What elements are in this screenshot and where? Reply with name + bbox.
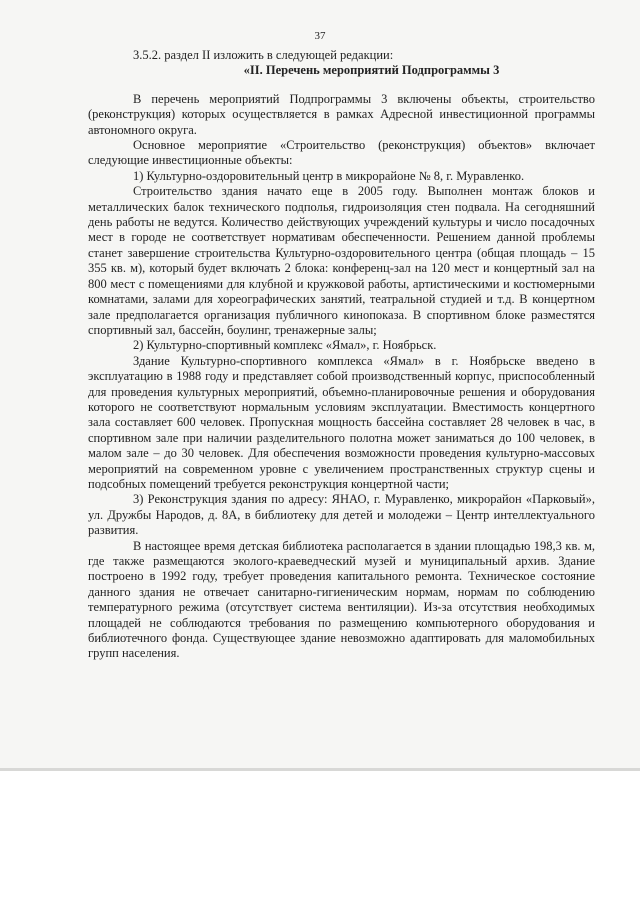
section-reference: 3.5.2. раздел II изложить в следующей редакции: — [133, 48, 394, 62]
section-heading: «II. Перечень мероприятий Подпрограммы 3 — [243, 63, 500, 78]
list-item-object-1: 1) Культурно-оздоровительный центр в микрорайоне № 8, г. Муравленко. — [133, 168, 525, 183]
paragraph-object-3-description: В настоящее время детская библиотека располагается в здании площадью 198,3 кв. м, где также размещаются эколого-краеведческий музей и муниципальный архив. Здание построено в 1992 году, требует проведения капитального ремонта. Техническое состояние данного здания не отвечает санитарно-гигиеническим нормам, нормам по соблюдению температурного режима (отсутствует система вентиляции). Из-за отсутствия необходимых площадей не соблюдаются требования по размещению компьютерного оборудования и библиотечного фонда. Существующее здание невозможно адаптировать для маломобильных групп населения. — [88, 538, 595, 661]
paragraph-main-activity: Основное мероприятие «Строительство (реконструкция) объектов» включает следующие инвестиционные объекты: — [88, 138, 595, 168]
paragraph-object-2-description: Здание Культурно-спортивного комплекса «Ямал» в г. Ноябрьске введено в эксплуатацию в 1988 году и представляет собой производственный корпус, приспособленный для проведения культурных мероприятий, объемно-планировочные решения и оборудования которого не соответствуют нормальным условиям эксплуатации. Вместимость концертного зала составляет 600 человек. Пропускная мощность бассейна составляет 28 человек в час, в спортивном зале при наличии разделительного полотна может заниматься до 100 человек, в малом зале – до 30 человек. Для обеспечения возможности проведения культурно-массовых мероприятий на современном уровне с увеличением пространственных структур сцены и подсобных помещений требуется реконструкция концертной части; — [88, 353, 595, 491]
paragraph-object-1-description: Строительство здания начато еще в 2005 году. Выполнен монтаж блоков и металлических балок технического подполья, гидроизоляция стен подвала. На сегодняшний день работы не ведутся. Количество действующих учреждений культуры и число посадочных мест в городе не соответствует нормативам обеспеченности. Решением данной проблемы станет завершение строительства Культурно-оздоровительного центра (общая площадь – 15 355 кв. м), который будет включать 2 блока: конференц-зал на 120 мест и концертный зал на 800 мест с помещениями для клубной и кружковой работы, артистическими и костюмерными комнатами, залами для хореографических занятий, театральной студией и т.д. В концертном зале предполагается организация публичного кинопоказа. В спортивном блоке разместятся спортивный зал, бассейн, боулинг, тренажерные залы; — [88, 184, 595, 337]
paragraph-intro: В перечень мероприятий Подпрограммы 3 включены объекты, строительство (реконструкция) которых осуществляется в рамках Адресной инвестиционной программы автономного округа. — [88, 91, 595, 137]
page-number: 37 — [314, 30, 326, 42]
document-body — [88, 48, 595, 662]
page-edge-divider — [0, 768, 640, 771]
list-item-object-3: 3) Реконструкция здания по адресу: ЯНАО, г. Муравленко, микрорайон «Парковый», ул. Дружбы Народов, д. 8А, в библиотеку для детей и молодежи – Центр интеллектуального развития. — [88, 492, 595, 538]
list-item-object-2: 2) Культурно-спортивный комплекс «Ямал», г. Ноябрьск. — [133, 338, 437, 353]
